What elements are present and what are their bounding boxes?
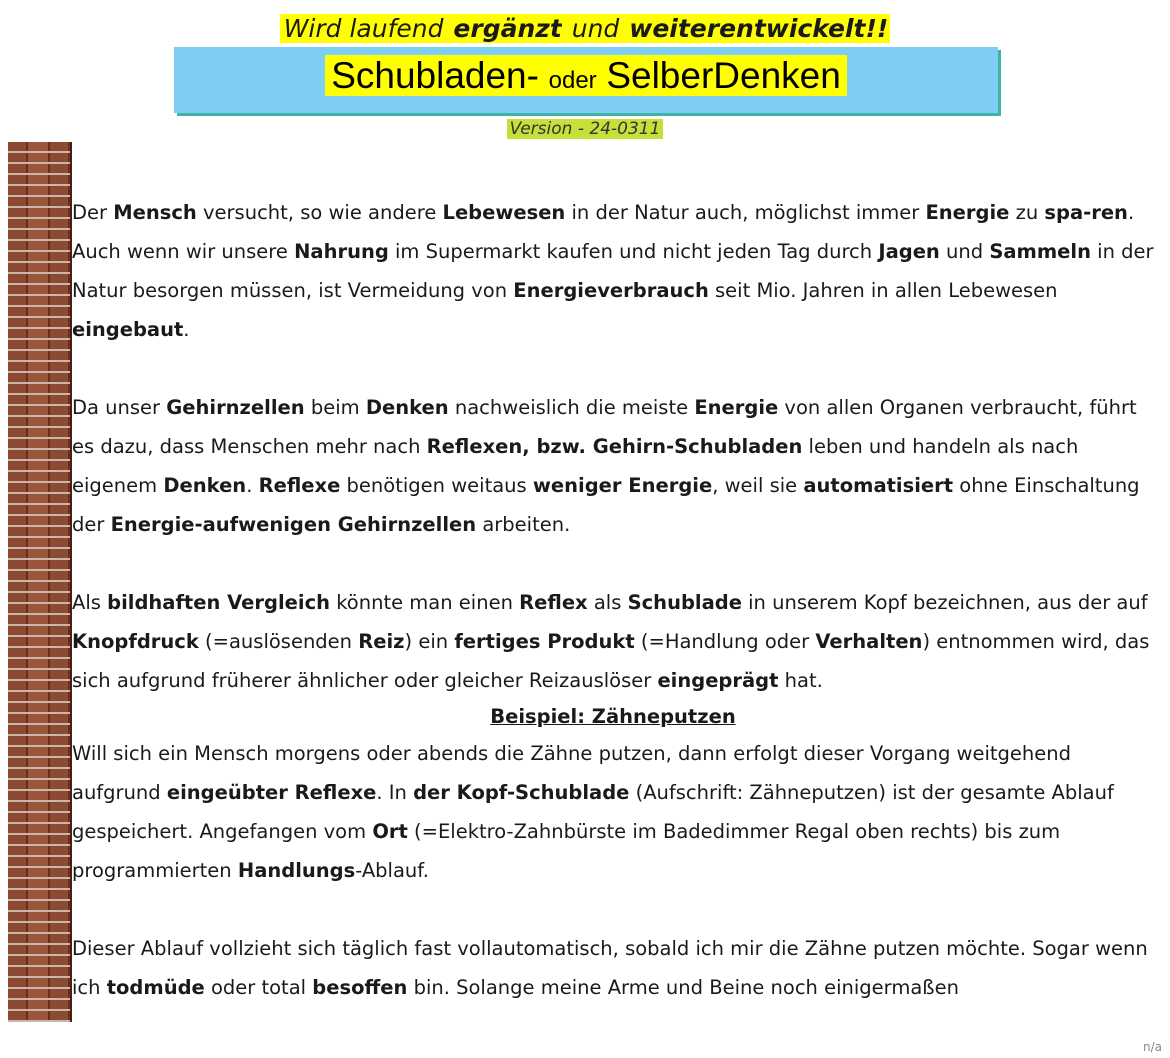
bold-term: eingebaut (72, 318, 184, 341)
bold-term: Reflexe (258, 474, 341, 497)
brick-wall-decoration (8, 142, 72, 1022)
bold-term: automatisiert (803, 474, 954, 497)
notice-text: Wird laufend (283, 14, 452, 43)
bold-term: todmüde (106, 976, 205, 999)
paragraph-1: Der Mensch versucht, so wie andere Lebewesen in der Natur auch, möglichst immer Energie zu spa-ren. Auch wenn wir unsere Nahrung im Supermarkt kaufen und nicht jeden Tag durch Jagen und Sammeln in der Natur besorgen müssen, ist Vermeidung von Energieverbrauch seit Mio. Jahren in allen Lebewesen eingebaut. (72, 201, 1154, 341)
example-heading: Beispiel: Zähneputzen (490, 705, 736, 728)
notice-bold-1: ergänzt (453, 14, 562, 43)
bold-term: Mensch (113, 201, 197, 224)
bold-term: Verhalten (815, 630, 923, 653)
bold-term: weniger Energie (532, 474, 713, 497)
bold-term: Ort (372, 820, 408, 843)
bold-term: besoffen (312, 976, 408, 999)
bold-term: Denken (365, 396, 449, 419)
article-body (72, 193, 1154, 1007)
bold-term: Handlungs (237, 859, 356, 882)
bold-term: der Kopf-Schublade (413, 781, 630, 804)
bold-term: Energieverbrauch (513, 279, 709, 302)
bold-term: eingeprägt (657, 669, 779, 692)
bold-term: spa-ren (1044, 201, 1128, 224)
paragraph-5: Dieser Ablauf vollzieht sich täglich fast vollautomatisch, sobald ich mir die Zähne putzen möchte. Sogar wenn ich todmüde oder total besoffen bin. Solange meine Arme und Beine noch einigermaßen (72, 937, 1148, 999)
bold-term: Energie-aufwenigen Gehirnzellen (110, 513, 477, 536)
page-title (174, 55, 998, 97)
bold-term: fertiges Produkt (454, 630, 635, 653)
bold-term: Schublade (627, 591, 742, 614)
notice-text-2: und (563, 14, 628, 43)
bold-term: Lebewesen (442, 201, 566, 224)
page-number: n/a (1142, 1040, 1162, 1054)
bold-term: Jagen (878, 240, 940, 263)
bold-term: Knopfdruck (72, 630, 199, 653)
bold-term: Gehirnzellen (166, 396, 305, 419)
bold-term: Nahrung (294, 240, 389, 263)
title-part-3: SelberDenken (603, 55, 843, 96)
paragraph-4: Will sich ein Mensch morgens oder abends die Zähne putzen, dann erfolgt dieser Vorgang weitgehend aufgrund eingeübter Reflexe. In der Kopf-Schublade (Aufschrift: Zähneputzen) ist der gesamte Ablauf gespeichert. Angefangen vom Ort (=Elektro-Zahnbürste im Badedimmer Regal oben rechts) bis zum programmierten Handlungs-Ablauf. (72, 742, 1114, 882)
paragraph-3: Als bildhaften Vergleich könnte man einen Reflex als Schublade in unserem Kopf bezeichnen, aus der auf Knopfdruck (=auslösenden Reiz) ein fertiges Produkt (=Handlung oder Verhalten) entnommen wird, das sich aufgrund früherer ähnlicher oder gleicher Reizauslöser eingeprägt hat. (72, 591, 1150, 692)
update-notice (0, 14, 1170, 43)
version-text: Version - 24-0311 (507, 119, 664, 139)
paragraph-2: Da unser Gehirnzellen beim Denken nachweislich die meiste Energie von allen Organen verbraucht, führt es dazu, dass Menschen mehr nach Reflexen, bzw. Gehirn-Schubladen leben und handeln als nach eigenem Denken. Reflexe benötigen weitaus weniger Energie, weil sie automatisiert ohne Einschaltung der Energie-aufwenigen Gehirnzellen arbeiten. (72, 396, 1140, 536)
bold-term: Reflexen, bzw. Gehirn-Schubladen (426, 435, 803, 458)
bold-term: Denken (163, 474, 247, 497)
bold-term: bildhaften Vergleich (107, 591, 331, 614)
notice-bold-2: weiterentwickelt!! (629, 14, 889, 43)
title-banner (174, 47, 998, 113)
bold-term: Energie (925, 201, 1010, 224)
bold-term: Sammeln (989, 240, 1091, 263)
title-part-2: oder (541, 67, 604, 94)
title-part-1: Schubladen- (328, 55, 542, 96)
bold-term: Reflex (519, 591, 588, 614)
version-label (0, 119, 1170, 139)
bold-term: Energie (694, 396, 779, 419)
bold-term: Reiz (358, 630, 405, 653)
bold-term: eingeübter Reflexe (166, 781, 377, 804)
